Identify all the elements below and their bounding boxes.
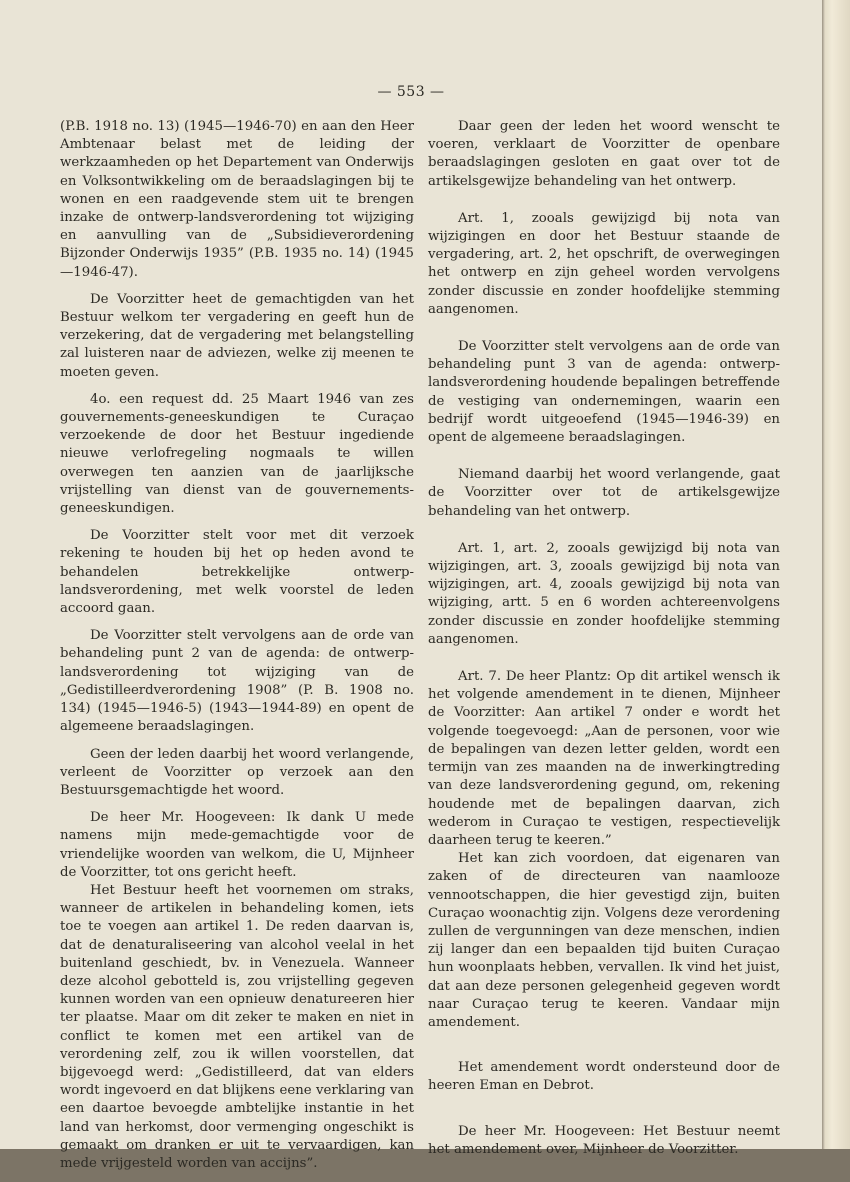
paragraph: Daar geen der leden het woord wenscht te voeren, verklaart de Voorzitter de openbare beraadslagingen gesloten en gaat over tot de artikelsgewijze behandeling van het ontwerp.	[428, 119, 780, 189]
paragraph: Art. 1, art. 2, zooals gewijzigd bij nota van wijzigingen, art. 3, zooals gewijzigd bij nota van wijzigingen, art. 4, zooals gewijzigd bij nota van wijziging, artt. 5 en 6 worden achtereenvolgens zonder discussie en zonder hoofdelijke stemming aangenomen.	[428, 540, 780, 647]
paragraph: De Voorzitter heet de gemachtigden van het Bestuur welkom ter vergadering en geeft hun de verzekering, dat de vergadering met belangstelling zal luisteren naar de adviezen, welke zij meenen te moeten geven.	[60, 291, 414, 380]
paragraph: De Voorzitter stelt vervolgens aan de orde van behandeling punt 3 van de agenda: ontwerp-landsverordening houdende bepalingen betreffende de vestiging van ondernemingen, waarin een bedrijf wordt uitgeoefend (1945—1946-39) en opent de algemeene beraadslagingen.	[428, 339, 780, 446]
paragraph: Het amendement wordt ondersteund door de heeren Eman en Debrot.	[428, 1060, 780, 1094]
paragraph: Niemand daarbij het woord verlangende, gaat de Voorzitter over tot de artikelsgewijze behandeling van het ontwerp.	[428, 467, 780, 519]
page-number: — 553 —	[377, 84, 445, 100]
paragraph: De heer Mr. Hoogeveen: Het Bestuur neemt het amendement over, Mijnheer de Voorzitter.	[428, 1123, 780, 1157]
paragraph: De heer Mr. Hoogeveen: Ik dank U mede namens mijn mede-gemachtigde voor de vriendelijke woorden van welkom, die U, Mijnheer de Voorzitter, tot ons gericht heeft.	[60, 810, 414, 880]
paragraph: Geen der leden daarbij het woord verlangende, verleent de Voorzitter op verzoek aan den Bestuursgemachtigde het woord.	[60, 746, 414, 798]
paragraph: Art. 7. De heer Plantz: Op dit artikel wensch ik het volgende amendement in te dienen, Mijnheer de Voorzitter: Aan artikel 7 onder e wordt het volgende toegevoegd: „Aan de personen, voor wie de bepalingen van dezen letter gelden, wordt een termijn van zes maanden na de inwerkingtreding van deze landsverordening gegund, om, rekening houdende met de bepalingen daarvan, zich wederom in Curaçao te vestigen, respectievelijk daarheen terug te keeren.”	[428, 669, 780, 848]
paragraph: (P.B. 1918 no. 13) (1945—1946-70) en aan den Heer Ambtenaar belast met de leiding der werkzaamheden op het Departement van Onderwijs en Volksontwikkeling om de beraadslagingen bij te wonen en een raadgevende stem uit te brengen inzake de ontwerp-landsverordening tot wijziging en aanvulling van de „Subsidieverordening Bijzonder Onderwijs 1935” (P.B. 1935 no. 14) (1945—1946-47).	[60, 119, 414, 280]
right-column	[428, 118, 780, 1168]
page-edge	[822, 0, 850, 1149]
paragraph: De Voorzitter stelt vervolgens aan de orde van behandeling punt 2 van de agenda: de ontwerp-landsverordening tot wijziging van de „Gedistilleerdverordening 1908” (P. B. 1908 no. 134) (1945—1946-5) (1943—1944-89) en opent de algemeene beraadslagingen.	[60, 628, 414, 735]
paragraph: Het kan zich voordoen, dat eigenaren van zaken of de directeuren van naamlooze vennootschappen, die hier gevestigd zijn, buiten Curaçao woonachtig zijn. Volgens deze verordening zullen de vergunningen van deze menschen, indien zij langer dan een bepaalden tijd buiten Curaçao hun woonplaats hebben, vervallen. Ik vind het juist, dat aan deze personen gelegenheid gegeven wordt naar Curaçao terug te keeren. Vandaar mijn amendement.	[428, 851, 780, 1030]
left-column	[60, 118, 414, 1182]
paragraph: 4o. een request dd. 25 Maart 1946 van zes gouvernements-geneeskundigen te Curaçao verzoekende de door het Bestuur ingediende nieuwe verlofregeling nogmaals te willen overwegen ten aanzien van de jaarlijksche vrijstelling van dienst van de gouvernements-geneeskundigen.	[60, 391, 414, 517]
paragraph: De Voorzitter stelt voor met dit verzoek rekening te houden bij het op heden avond te behandelen betrekkelijke ontwerp-landsverordening, met welk voorstel de leden accoord gaan.	[60, 528, 414, 617]
paragraph: Het Bestuur heeft het voornemen om straks, wanneer de artikelen in behandeling komen, iets toe te voegen aan artikel 1. De reden daarvan is, dat de denaturaliseering van alcohol veelal in het buitenland geschiedt, bv. in Venezuela. Wanneer deze alcohol gebotteld is, zou vrijstelling gegeven kunnen worden van een opnieuw denatureeren hier ter plaatse. Maar om dit zeker te maken en niet in conflict te komen met een artikel van de verordening zelf, zou ik willen voorstellen, dat bijgevoegd werd: „Gedistilleerd, dat van elders wordt ingevoerd en dat blijkens eene verklaring van een daartoe bevoegde ambtelijke instantie in het land van herkomst, door vermenging ongeschikt is gemaakt om dranken er uit te vervaardigen, kan mede vrijgesteld worden van accijns”.	[60, 882, 414, 1171]
paragraph: Art. 1, zooals gewijzigd bij nota van wijzigingen en door het Bestuur staande de vergadering, art. 2, het opschrift, de overwegingen het ontwerp en zijn geheel worden vervolgens zonder discussie en zonder hoofdelijke stemming aangenomen.	[428, 210, 780, 317]
